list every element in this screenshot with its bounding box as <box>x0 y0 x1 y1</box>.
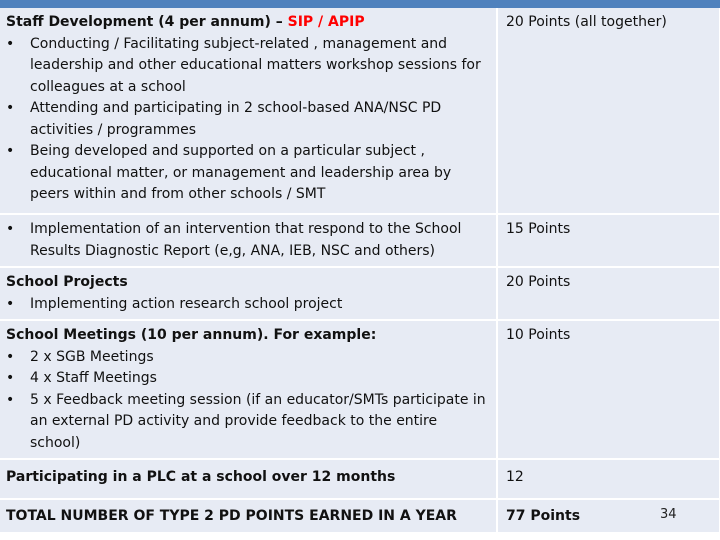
activity-cell <box>0 8 497 214</box>
page-number: 34 <box>660 507 677 522</box>
bullet-list <box>6 294 490 316</box>
bullet-list <box>6 34 490 206</box>
table-row <box>0 214 719 267</box>
activity-cell <box>0 459 497 499</box>
header-accent-bar <box>0 0 720 8</box>
list-item: • Being developed and supported on a particular subject , educational matter, or management and leadership area by peers within and from other schools / SMT <box>6 141 490 206</box>
table-row <box>0 499 719 533</box>
pd-points-table <box>0 8 719 534</box>
bullet-list <box>6 219 490 262</box>
points-cell: 15 Points <box>497 214 719 267</box>
list-item: • Attending and participating in 2 school-based ANA/NSC PD activities / programmes <box>6 98 490 141</box>
bullet-list <box>6 347 490 455</box>
list-item: • Implementing action research school project <box>6 294 490 316</box>
table-row <box>0 267 719 320</box>
total-heading: TOTAL NUMBER OF TYPE 2 PD POINTS EARNED IN A YEAR <box>6 508 457 524</box>
table-row <box>0 459 719 499</box>
row-heading: Staff Development (4 per annum) – SIP / APIP <box>6 14 365 30</box>
row-heading: Participating in a PLC at a school over 12 months <box>6 469 396 485</box>
activity-cell <box>0 267 497 320</box>
activity-cell <box>0 320 497 459</box>
list-item: • Implementation of an intervention that respond to the School Results Diagnostic Report (e,g, ANA, IEB, NSC and others) <box>6 219 490 262</box>
points-cell: 20 Points (all together) <box>497 8 719 214</box>
table-row <box>0 320 719 459</box>
sip-apip-label: SIP / APIP <box>287 14 365 30</box>
row-heading: School Projects <box>6 274 128 290</box>
total-points-cell: 77 Points <box>497 499 719 533</box>
points-cell: 12 <box>497 459 719 499</box>
list-item: • 2 x SGB Meetings <box>6 347 490 369</box>
activity-cell <box>0 499 497 533</box>
points-cell: 10 Points <box>497 320 719 459</box>
list-item: • 5 x Feedback meeting session (if an educator/SMTs participate in an external PD activity and provide feedback to the entire school) <box>6 390 490 455</box>
list-item: • 4 x Staff Meetings <box>6 368 490 390</box>
list-item: • Conducting / Facilitating subject-related , management and leadership and other educational matters workshop sessions for colleagues at a school <box>6 34 490 99</box>
activity-cell <box>0 214 497 267</box>
row-heading: School Meetings (10 per annum). For example: <box>6 327 377 343</box>
points-cell: 20 Points <box>497 267 719 320</box>
table-row <box>0 8 719 214</box>
